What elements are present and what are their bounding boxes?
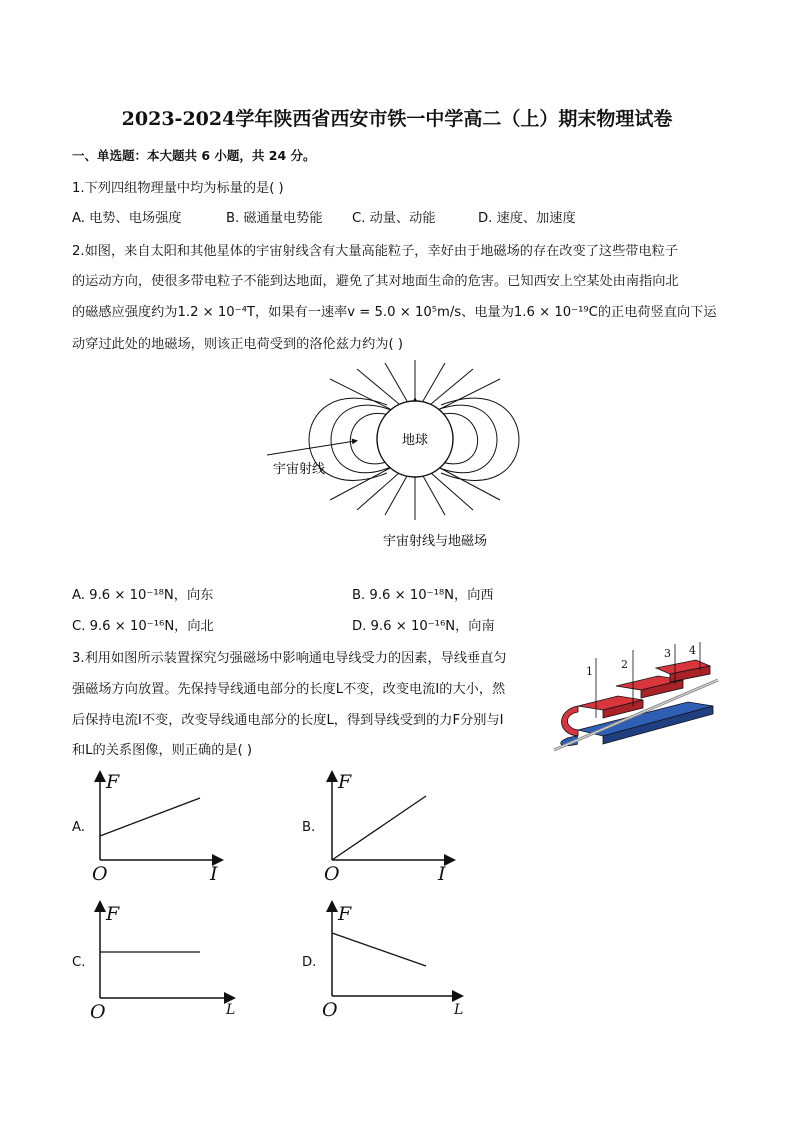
- q3-line-2: 强磁场方向放置。先保持导线通电部分的长度L不变，改变电流I的大小，然: [72, 682, 506, 697]
- q3-line-4: 和L的关系图像，则正确的是( ): [72, 743, 253, 758]
- q1-stem: 1.下列四组物理量中均为标量的是( ): [72, 181, 284, 196]
- graph-a-xlabel: I: [210, 863, 218, 885]
- q3-option-b-label: B.: [302, 820, 316, 835]
- graph-a: [88, 768, 238, 886]
- q2-option-b: B. 9.6 × 10⁻¹⁸N，向西: [352, 588, 494, 603]
- q1-option-c: C. 动量、动能: [352, 211, 436, 226]
- magnet-label-1: 1: [586, 665, 593, 678]
- cosmic-ray-label: 宇宙射线: [273, 462, 326, 477]
- q1-option-b: B. 磁通量电势能: [226, 211, 323, 226]
- magnet-label-4: 4: [689, 644, 696, 657]
- magnet-label-3: 3: [664, 647, 671, 660]
- graph-b-ylabel: F: [338, 771, 352, 793]
- q2-line-4: 动穿过此处的地磁场，则该正电荷受到的洛伦兹力约为( ): [72, 337, 403, 352]
- graph-d-line: [332, 933, 426, 966]
- figure-caption: 宇宙射线与地磁场: [382, 534, 488, 549]
- graph-b-xlabel: I: [438, 863, 446, 885]
- magnet-label-2: 2: [621, 658, 628, 671]
- graph-c: [88, 900, 238, 1022]
- earth-magnetic-field-figure: [255, 355, 545, 555]
- graph-a-line: [100, 798, 200, 836]
- graph-c-xlabel: L: [226, 1002, 236, 1018]
- q2-line-1: 2.如图，来自太阳和其他星体的宇宙射线含有大量高能粒子，幸好由于地磁场的存在改变了这些带电粒子: [72, 244, 679, 259]
- q2-option-c: C. 9.6 × 10⁻¹⁶N，向北: [72, 619, 214, 634]
- q3-option-a-label: A.: [72, 820, 85, 835]
- graph-b: [320, 768, 470, 886]
- earth-label: 地球: [401, 433, 429, 448]
- q1-option-d: D. 速度、加速度: [478, 211, 576, 226]
- q2-option-d: D. 9.6 × 10⁻¹⁶N，向南: [352, 619, 495, 634]
- q3-line-3: 后保持电流I不变，改变导线通电部分的长度L，得到导线受到的力F分别与I: [72, 713, 504, 728]
- graph-a-origin: O: [92, 863, 108, 885]
- graph-d-origin: O: [322, 999, 338, 1021]
- magnet-apparatus-figure: [548, 640, 728, 755]
- graph-a-ylabel: F: [106, 771, 120, 793]
- q3-option-d-label: D.: [302, 955, 317, 970]
- graph-d-xlabel: L: [454, 1002, 464, 1018]
- graph-c-origin: O: [90, 1001, 106, 1022]
- page-title: 2023-2024学年陕西省西安市铁一中学高二（上）期末物理试卷: [121, 108, 673, 130]
- q3-line-1: 3.利用如图所示装置探究匀强磁场中影响通电导线受力的因素，导线垂直匀: [72, 651, 507, 666]
- q2-option-a: A. 9.6 × 10⁻¹⁸N，向东: [72, 588, 214, 603]
- q2-line-2: 的运动方向，使很多带电粒子不能到达地面，避免了其对地面生命的危害。已知西安上空某处由南指向北: [72, 274, 679, 289]
- graph-c-ylabel: F: [106, 903, 120, 925]
- graph-d: [320, 900, 470, 1022]
- graph-d-ylabel: F: [338, 903, 352, 925]
- q3-option-c-label: C.: [72, 955, 86, 970]
- graph-b-origin: O: [324, 863, 340, 885]
- q2-line-3: 的磁感应强度约为1.2 × 10⁻⁴T，如果有一速率v = 5.0 × 10⁵m/s、电量为1.6 × 10⁻¹⁹C的正电荷竖直向下运: [72, 305, 717, 320]
- section-heading: 一、单选题：本大题共 6 小题，共 24 分。: [72, 148, 316, 163]
- q1-option-a: A. 电势、电场强度: [72, 211, 182, 226]
- graph-b-line: [332, 796, 426, 860]
